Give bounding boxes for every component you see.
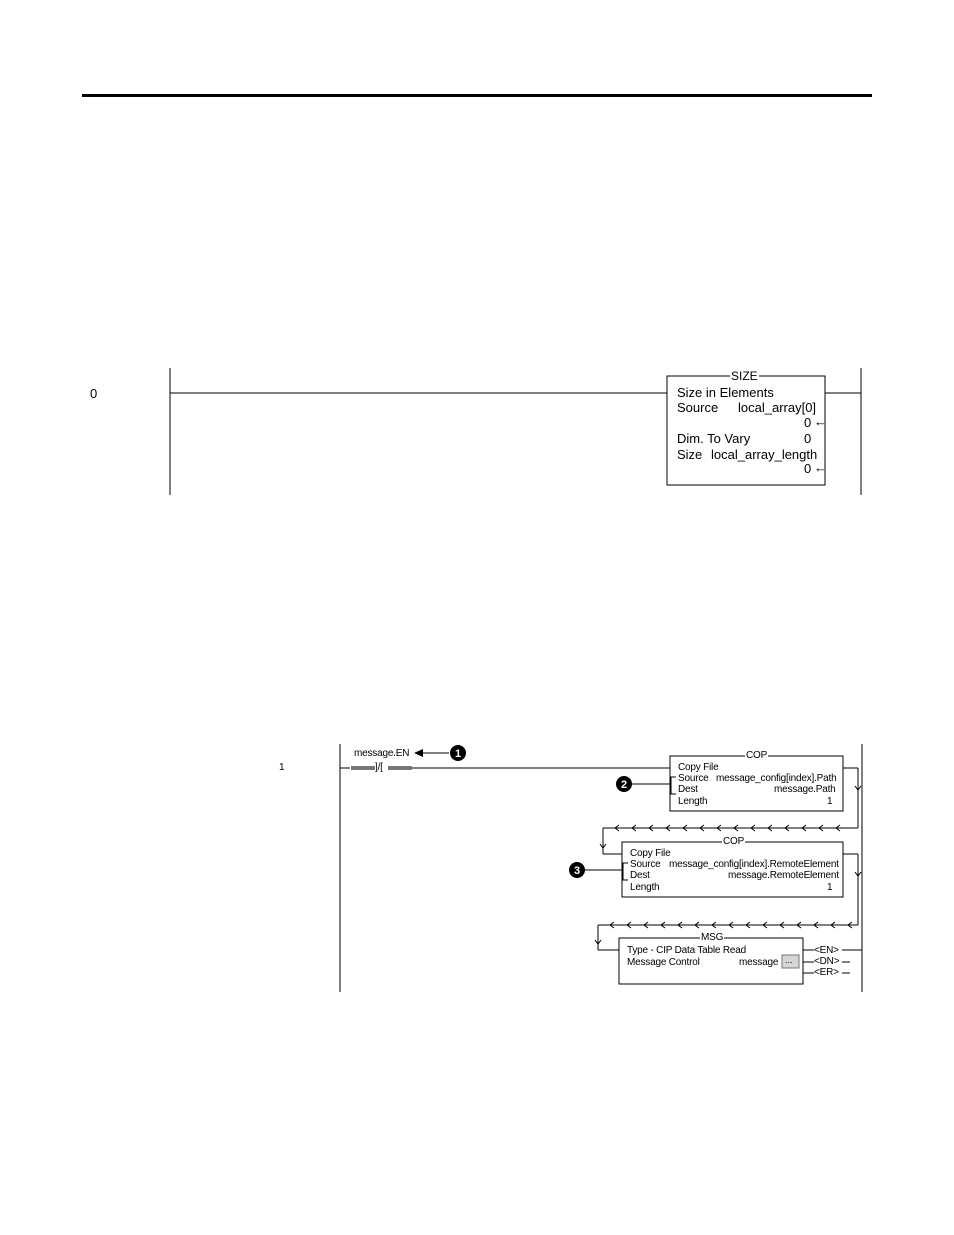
size-dim-label: Dim. To Vary	[677, 431, 751, 446]
msg-control-label: Message Control	[627, 957, 700, 968]
cop2-description: Copy File	[630, 848, 671, 859]
size-size-arrow-icon: ←	[814, 460, 827, 475]
rung-1-number: 1	[279, 762, 285, 773]
rung-0-number: 0	[90, 386, 98, 401]
msg-title: MSG	[701, 932, 724, 943]
cop2-bracket	[623, 863, 628, 880]
msg-control-value: message	[739, 957, 779, 968]
size-size-label: Size	[677, 447, 703, 462]
msg-output-en-label: EN	[819, 945, 834, 956]
contact-right-bar	[388, 766, 412, 770]
cop1-dest-value: message.Path	[774, 784, 836, 795]
size-size-live-value: 0	[804, 461, 812, 476]
cop1-length-label: Length	[678, 796, 708, 807]
cop2-dest-label: Dest	[630, 870, 650, 881]
callout-3-number: 3	[573, 865, 581, 877]
cop1-description: Copy File	[678, 762, 719, 773]
msg-output-en: <EN>	[814, 945, 839, 956]
callout-1-arrowhead	[414, 749, 423, 757]
size-dim-value: 0	[804, 431, 812, 446]
cop2-source-value: message_config[index].RemoteElement	[669, 859, 839, 870]
callout-1-number: 1	[454, 748, 462, 760]
contact-tag-label: message.EN	[354, 748, 410, 759]
cop2-source-label: Source	[630, 859, 661, 870]
msg-output-dn: <DN>	[814, 956, 840, 967]
msg-type-line: Type - CIP Data Table Read	[627, 945, 746, 956]
contact-left-bar	[351, 766, 375, 770]
cop1-bracket	[671, 777, 676, 794]
msg-output-er-label: ER	[819, 967, 834, 978]
cop1-source-label: Source	[678, 773, 709, 784]
contact-symbol: ]/[	[375, 762, 383, 773]
msg-output-er: <ER>	[814, 967, 839, 978]
cop1-title: COP	[746, 750, 768, 761]
callout-2-number: 2	[620, 779, 628, 791]
size-size-value: local_array_length	[711, 447, 818, 462]
msg-browse-label[interactable]: ...	[785, 955, 793, 965]
cop2-title: COP	[723, 836, 745, 847]
msg-output-dn-label: DN	[819, 956, 834, 967]
cop2-dest-value: message.RemoteElement	[728, 870, 839, 881]
size-source-live-value: 0	[804, 415, 812, 430]
size-source-label: Source	[677, 400, 719, 415]
cop1-length-value: 1	[827, 796, 833, 807]
size-description: Size in Elements	[677, 385, 774, 400]
cop2-length-label: Length	[630, 882, 660, 893]
cop1-source-value: message_config[index].Path	[716, 773, 837, 784]
size-instruction-title: SIZE	[731, 369, 758, 383]
cop2-length-value: 1	[827, 882, 833, 893]
size-source-value: local_array[0]	[738, 400, 817, 415]
callout-markers	[450, 745, 632, 878]
size-source-arrow-icon: ←	[814, 414, 827, 429]
cop1-dest-label: Dest	[678, 784, 698, 795]
